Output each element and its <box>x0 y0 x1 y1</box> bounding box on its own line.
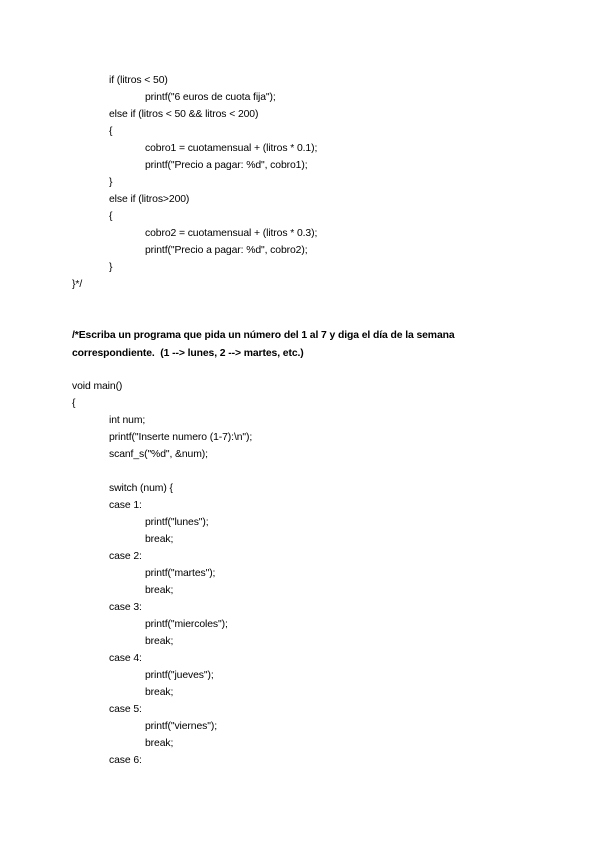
code-line: case 2: <box>109 551 142 562</box>
code-line: printf("Precio a pagar: %d", cobro1); <box>145 160 308 171</box>
code-line: printf("6 euros de cuota fija"); <box>145 92 276 103</box>
code-line: break; <box>145 687 174 698</box>
code-line: { <box>109 211 113 222</box>
code-line: else if (litros>200) <box>109 194 190 205</box>
code-line: scanf_s("%d", &num); <box>109 449 208 460</box>
code-line: case 4: <box>109 653 142 664</box>
code-line: break; <box>145 636 174 647</box>
code-line: } <box>109 262 113 273</box>
code-line: printf("viernes"); <box>145 721 217 732</box>
code-line: printf("miercoles"); <box>145 619 228 630</box>
code-line: case 5: <box>109 704 142 715</box>
code-line: printf("martes"); <box>145 568 216 579</box>
code-line: case 1: <box>109 500 142 511</box>
code-line: case 6: <box>109 755 142 766</box>
code-line: switch (num) { <box>109 483 173 494</box>
code-line: printf("Inserte numero (1-7):\n"); <box>109 432 253 443</box>
code-line: break; <box>145 738 174 749</box>
code-line: void main() <box>72 381 123 392</box>
code-line: { <box>72 398 76 409</box>
code-line: } <box>109 177 113 188</box>
code-line: { <box>109 126 113 137</box>
code-line: cobro2 = cuotamensual + (litros * 0.3); <box>145 228 318 239</box>
code-line: printf("jueves"); <box>145 670 214 681</box>
exercise-statement: /*Escriba un programa que pida un número del 1 al 7 y diga el día de la semana <box>72 330 455 341</box>
code-line: break; <box>145 534 174 545</box>
code-line: else if (litros < 50 && litros < 200) <box>109 109 259 120</box>
code-line: if (litros < 50) <box>109 75 168 86</box>
code-line: int num; <box>109 415 146 426</box>
code-line: case 3: <box>109 602 142 613</box>
code-line: }*/ <box>72 279 83 290</box>
exercise-statement: correspondiente. (1 --> lunes, 2 --> martes, etc.) <box>72 348 304 359</box>
code-line: printf("lunes"); <box>145 517 209 528</box>
code-line: break; <box>145 585 174 596</box>
code-line: printf("Precio a pagar: %d", cobro2); <box>145 245 308 256</box>
code-line: cobro1 = cuotamensual + (litros * 0.1); <box>145 143 318 154</box>
